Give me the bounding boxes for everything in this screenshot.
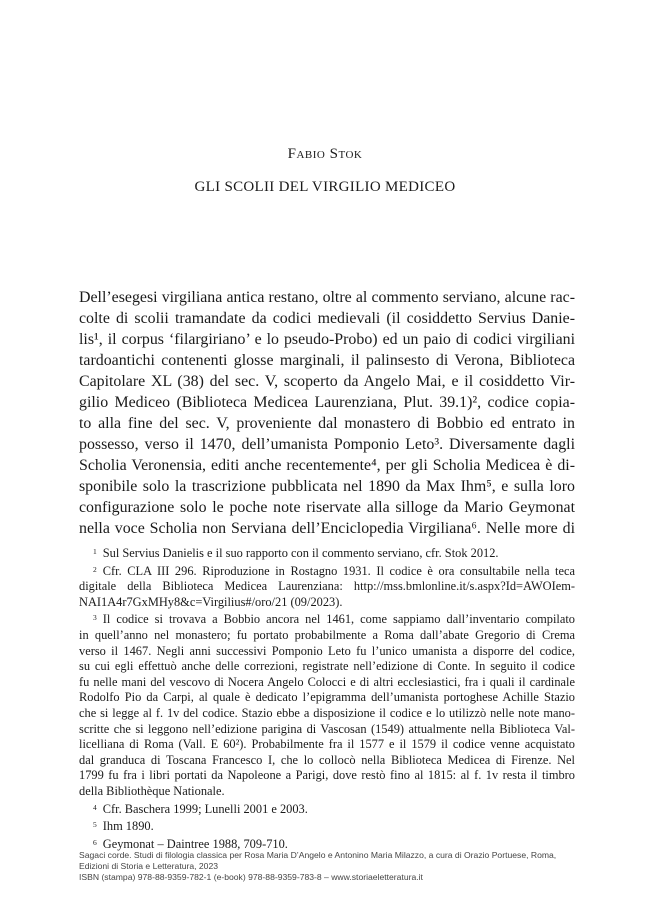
body-line: nella voce Scholia non Serviana dell’Enciclopedia Virgiliana⁶. Nelle more di [79,520,575,537]
footnote-line: verso il 1467. Negli anni successivi Pomponio Leto fu l’unico umanista a disporre del codice, [79,643,575,658]
footnote-1: $^1$ Sul Servius Danielis e il suo rapporto con il commento serviano, cfr. Stok 2012. [93,546,499,560]
body-line: configurazione solo le poche note riservate alla silloge da Mario Geymonat [79,499,575,516]
footnote-line: della Bibliothèque Nationale. [79,783,225,798]
footnote-5: $^5$ Ihm 1890. [93,819,154,834]
footnote-6: $^6$ Geymonat – Daintree 1988, 709-710. [93,836,288,851]
footnote-line: in quell’anno nel monastero; fu portato probabilmente a Roma dall’abate Gregorio di Crema [79,627,575,642]
body-line: to alla fine del sec. V, proveniente dal monastero di Bobbio ed entrato in [79,415,575,432]
body-line: Scholia Veronensia, editi anche recentemente⁴, per gli Scholia Medicea è di- [79,457,575,474]
body-line: tardoantichi contenenti glosse marginali, il palinsesto di Verona, Biblioteca [79,352,575,369]
author-name: Fabio Stok [287,146,363,162]
footnote-line: Rodolfo Pio da Carpi, al quale è dedicato l’epigramma dell’umanista portoghese Achille Stazio [79,690,575,705]
footer-isbn: ISBN (stampa) 978-88-9359-782-1 (e-book) 978-88-9359-783-8 – www.storiaeletteratura.it [79,872,423,882]
footnote-2: $^2$ Cfr. CLA III 296. Riproduzione in Rostagno 1931. Il codice è ora consultabile nella teca [93,563,575,578]
body-line: Capitolare XL (38) del sec. V, scoperto da Angelo Mai, e il cosiddetto Vir- [79,373,575,390]
body-line: lis¹, il corpus ‘filargiriano’ e lo pseudo-Probo) ed un paio di codici virgiliani [79,331,575,348]
footnote-line: dal granduca di Toscana Francesco I, che lo collocò nella Biblioteca Medicea di Firenze. Nel [79,752,575,767]
footnote-3: $^3$ Il codice si trovava a Bobbio ancora nel 1461, come sappiamo dall’inventario compilato [93,612,575,627]
footnotes [79,544,575,852]
footnote-4: $^4$ Cfr. Baschera 1999; Lunelli 2001 e 2003. [93,801,308,816]
body-line: sponibile solo la trascrizione pubblicata nel 1890 da Max Ihm⁵, e sulla loro [79,478,575,495]
footnote-line: fu nelle mani del vescovo di Nocera Angelo Colocci e di altri ecclesiastici, fra i quali il cardinale [79,674,575,689]
footnote-line: 1799 fu fra i libri portati da Napoleone a Parigi, dove restò fino al 1815: al f. 1v resta il timbro [79,768,575,783]
footnote-line: NAI1A4r7GxMHy8&c=Virgilius#/oro/21 (09/2023). [79,594,343,609]
body-line: Dell’esegesi virgiliana antica restano, oltre al commento serviano, alcune rac- [79,289,575,306]
publication-footer [79,850,579,883]
footer-publisher: Edizioni di Storia e Letteratura, 2023 [79,861,219,871]
footnote-line: scritte che si leggono nell’edizione parigina di Vascosan (1549) attualmente nella Biblioteca Val- [79,721,575,736]
body-line: gilio Mediceo (Biblioteca Medicea Laurenziana, Plut. 39.1)², codice copia- [79,394,575,411]
chapter-title: GLI SCOLII DEL VIRGILIO MEDICEO [194,179,456,195]
body-line: colte di scolii tramandate da codici medievali (il cosiddetto Servius Danie- [79,310,575,327]
footnote-line: licelliana di Roma (Vall. E 60²). Probabilmente fra il 1577 e il 1579 il codice venne acquistato [79,737,575,752]
footnote-line: digitale della Biblioteca Medicea Laurenziana: http://mss.bmlonline.it/s.aspx?Id=AWOIem- [79,579,575,594]
footnote-line: su cui egli effettuò anche delle correzioni, registrate nell’edizione di Conte. In seguito il codice [79,659,575,674]
footer-citation: Sagaci corde. Studi di filologia classica per Rosa Maria D’Angelo e Antonino Maria Milazzo, a cura di Orazio Portuese, Roma, [79,850,557,860]
footnote-line: che si legge al f. 1v del codice. Stazio ebbe a disposizione il codice e lo utilizzò nelle note mano- [79,705,575,720]
body-paragraph [79,287,575,539]
body-line: possesso, verso il 1470, dell’umanista Pomponio Leto³. Diversamente dagli [79,436,575,453]
